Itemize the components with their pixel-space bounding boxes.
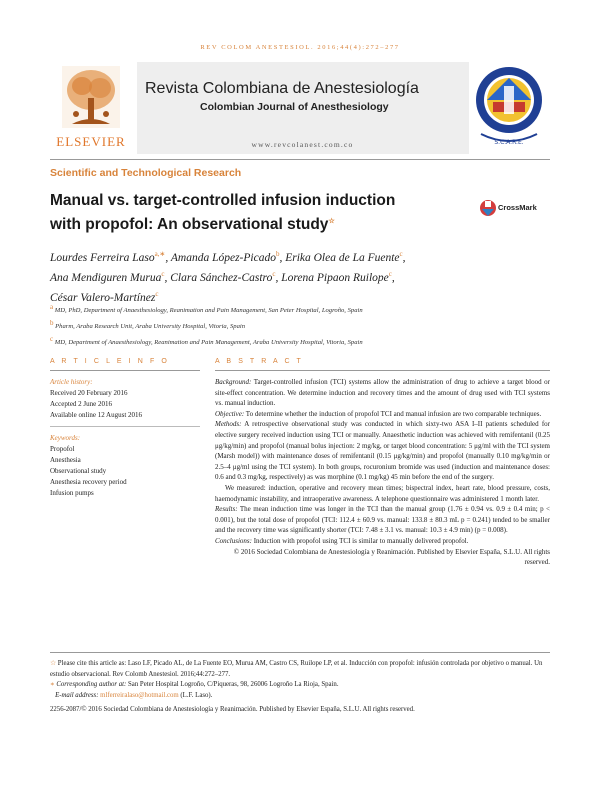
journal-website[interactable]: www.revcolanest.com.co [251, 140, 354, 149]
journal-title: Revista Colombiana de Anestesiología [145, 80, 419, 97]
elsevier-wordmark: ELSEVIER [56, 134, 126, 149]
abstract-heading: A B S T R A C T [215, 358, 304, 365]
email-footnote [50, 691, 550, 702]
article-title [50, 190, 470, 235]
affiliation-mark: a [50, 303, 54, 311]
author-affil-mark[interactable]: a,∗ [154, 250, 166, 258]
author-separator: , [165, 251, 171, 264]
author-name: Ana Mendiguren Murua [50, 271, 162, 284]
author-name: César Valero-Martínez [50, 291, 156, 304]
author-affil-mark[interactable]: c [155, 289, 159, 298]
affiliation-text: Pharm, Araba Research Unit, Araba University Hospital, Vitoria, Spain [55, 323, 246, 331]
article-info-heading: A R T I C L E I N F O [50, 358, 170, 365]
abstract-background [215, 377, 550, 409]
corresponding-mark: ∗ [50, 681, 55, 688]
scare-seal-icon [473, 64, 545, 148]
abstract-divider [215, 370, 550, 371]
accepted-date: Accepted 2 June 2016 [50, 400, 113, 408]
objective-label: Objective: [215, 409, 245, 418]
footnote-divider [50, 652, 550, 653]
affiliation-item [50, 317, 550, 333]
crossmark-label[interactable]: CrossMark [498, 203, 537, 212]
title-line-1: Manual vs. target-controlled infusion induction [50, 192, 396, 209]
affiliation-text: MD, PhD, Department of Anaesthesiology, Reanimation and Pain Management, San Peter Hospital, Logroño, Spain [54, 307, 363, 315]
received-date: Received 20 February 2016 [50, 389, 128, 397]
author-name: Clara Sánchez-Castro [170, 271, 273, 284]
title-footnote-mark[interactable]: ☆ [328, 218, 335, 225]
affiliation-item [50, 333, 550, 349]
keyword: Propofol [50, 445, 75, 453]
conclusions-label: Conclusions: [215, 536, 252, 545]
abstract-measured: We measured: induction, operative and recovery mean times; bispectral index, heart rate, blood pressure, costs, haemodynamic instability, and intraoperative awareness. A telephone questionnaire was administered 1 month later. [215, 483, 550, 503]
corresponding-label: Corresponding author at: [56, 681, 127, 688]
email-link[interactable]: mlferreiralaso@hotmail.com [100, 691, 179, 699]
svg-text:S.C.A.R.E.: S.C.A.R.E. [494, 139, 524, 146]
keyword: Anesthesia recovery period [50, 478, 127, 486]
keywords-label: Keywords: [50, 434, 81, 442]
author-affil-mark[interactable]: b [275, 250, 280, 258]
keywords-divider [50, 426, 200, 427]
header-divider [50, 159, 550, 160]
abstract-methods [215, 419, 550, 483]
conclusions-text: Induction with propofol using TCI is similar to manually delivered propofol. [253, 536, 469, 545]
author-list [50, 246, 530, 305]
keyword: Infusion pumps [50, 489, 94, 497]
keyword: Observational study [50, 467, 107, 475]
author-affil-mark[interactable]: c [272, 269, 276, 278]
journal-citation-header: REV COLOM ANESTESIOL. 2016;44(4):272–277 [200, 44, 400, 51]
author-name: Erika Olea de La Fuente [285, 251, 400, 264]
citation-footnote [50, 659, 550, 680]
email-owner: (L.F. Laso). [180, 691, 213, 699]
author-separator: , [279, 251, 286, 264]
section-label: Scientific and Technological Research [50, 167, 242, 179]
email-label: E-mail address: [55, 691, 99, 699]
elsevier-tree-icon [62, 66, 120, 128]
results-text: The mean induction time was longer in the TCI than the manual group (1.76 ± 0.94 vs. 0.9 ± 0.4 min; p < 0.001), but the total dose of propofol (TCI: 112.4 ± 60.9 vs. manual: 133.8 ± 80.3 mL p = 0.241) tended to be smaller and the recovery time was significantly shorter (TCI: 7.48 ± 3.1 vs. manual: 10.3 ± 4.9 min) (p = 0.008). [215, 505, 550, 535]
author-name: Lourdes Ferreira Laso [50, 251, 155, 264]
author-affil-mark[interactable]: c [161, 269, 165, 278]
title-line-2: with propofol: An observational study [50, 216, 329, 234]
author-name: Lorena Pipaon Ruilope [281, 271, 389, 284]
footnotes [50, 659, 550, 701]
abstract-body [215, 377, 550, 568]
affiliation-mark: b [50, 319, 54, 328]
objective-text: To determine whether the induction of propofol TCI and manual infusion are two comparable techniques. [245, 409, 542, 418]
background-label: Background: [215, 378, 252, 386]
keywords [50, 433, 200, 499]
methods-label: Methods: [215, 420, 242, 429]
author-affil-mark[interactable]: c [399, 250, 403, 258]
methods-text: A retrospective observational study was conducted in which sixty-two ASA I–II patients scheduled for elective surgery received induction using TCI or manually. Anaesthetic induction was achieved with remifentanil (0.25 μg/kg/min) and propofol (manual bolus injection: 2 mg/kg, or target blood concentration: 5 μg/ml with the TCI system (Marsh model)) with maintenance doses of remifentanil (0.15 μg/kg/min) and propofol (manually 0.10 mg/kg/min or 2.5–4 μg/ml using the TCI system). In both groups, rocuronium bromide was used (induction and maintenance doses: 0.6 and 0.3 mg/kg, respectively) as was morphine (0.1 mg/kg) 45 min before the end of the surgery. [215, 420, 550, 482]
abstract-results [215, 504, 550, 536]
author-separator: , [275, 271, 282, 284]
abstract-objective [215, 409, 550, 420]
results-label: Results: [215, 505, 238, 514]
history-label: Article history: [50, 378, 93, 386]
online-date: Available online 12 August 2016 [50, 411, 143, 419]
background-text: Target-controlled infusion (TCI) systems allow the administration of drug to achieve a target blood or site-effect concentration. We determine induction and recovery times and the amount of drug used with TCI systems vs. manual induction. [215, 378, 551, 408]
citation-footnote-text: Please cite this article as: Laso LF, Picado AL, de La Fuente EO, Murua AM, Castro CS, Ruilope LP, et al. Inducción con propofol: infusión controlada por objetivo o manual. Un estudio observacional. Rev Colomb Anestesiol. 2016;44:272–277. [50, 660, 543, 678]
author-separator: , [402, 251, 406, 264]
issn-copyright-line: 2256-2087/© 2016 Sociedad Colombiana de Anestesiología y Reanimación. Published by Elsevier España, S.L.U. All rights reserved. [50, 706, 415, 713]
journal-subtitle: Colombian Journal of Anesthesiology [200, 101, 389, 113]
keyword: Anesthesia [50, 456, 81, 464]
author-separator: , [391, 271, 395, 284]
corresponding-footnote [50, 680, 550, 691]
article-info-divider [50, 370, 200, 371]
author-affil-mark[interactable]: c [388, 269, 392, 278]
abstract-copyright: © 2016 Sociedad Colombiana de Anestesiología y Reanimación. Published by Elsevier España, S.L.U. All rights reserved. [233, 547, 550, 567]
affiliation-mark: c [50, 335, 54, 344]
affiliation-item [50, 301, 550, 317]
author-name: Amanda López-Picado [170, 251, 276, 264]
author-separator: , [164, 271, 171, 284]
article-history [50, 377, 200, 421]
affiliations [50, 301, 550, 350]
citation-footnote-mark: ☆ [50, 660, 57, 667]
abstract-conclusions [215, 536, 550, 547]
corresponding-text: San Peter Hospital Logroño, C/Piqueras, 98, 26006 Logroño La Rioja, Spain. [128, 681, 339, 688]
affiliation-text: MD, Department of Anaesthesiology, Reanimation and Pain Management, Araba University Hospital, Vitoria, Spain [54, 339, 363, 347]
